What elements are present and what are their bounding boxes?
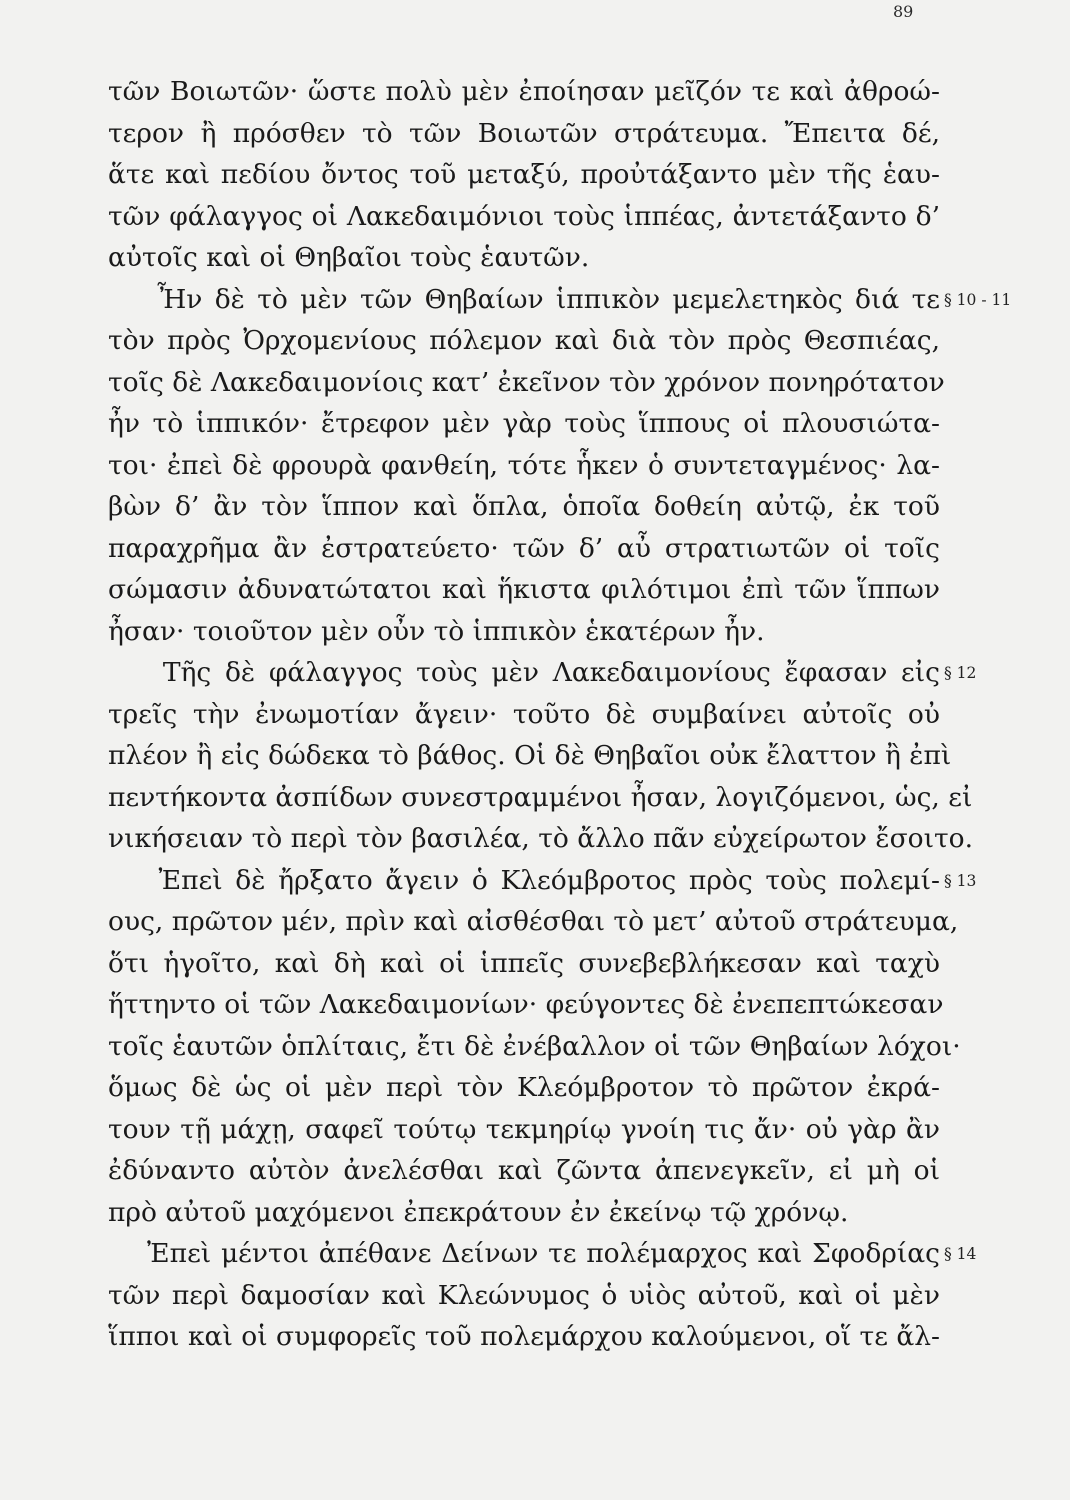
text-line: τοι· ἐπεὶ δὲ φρουρὰ φανθείη, τότε ἧκεν ὁ συντεταγμένος· λα- [108,449,940,481]
text-line: ἦν τὸ ἱππικόν· ἔτρεφον μὲν γὰρ τοὺς ἵππους οἱ πλουσιώτα- [108,408,940,439]
text-line: τῶν περὶ δαμοσίαν καὶ Κλεώνυμος ὁ υἱὸς αὐτοῦ, καὶ οἱ μὲν [108,1279,940,1311]
text-line: βὼν δ’ ἂν τὸν ἵππον καὶ ὅπλα, ὁποῖα δοθείη αὐτῷ, ἐκ τοῦ [108,491,940,522]
text-line: ὅτι ἡγοῖτο, καὶ δὴ καὶ οἱ ἱππεῖς συνεβεβλήκεσαν καὶ ταχὺ [108,947,940,979]
text-line: παραχρῆμα ἂν ἐστρατεύετο· τῶν δ’ αὖ στρατιωτῶν οἱ τοῖς [108,532,940,564]
text-line: νικήσειαν τὸ περὶ τὸν βασιλέα, τὸ ἄλλο πᾶν εὐχείρωτον ἔσοιτο. [108,823,974,854]
text-line: πεντήκοντα ἀσπίδων συνεστραμμένοι ἦσαν, λογιζόμενοι, ὡς, εἰ [108,781,973,813]
section-reference: § 12 [944,664,977,682]
text-line: Ἐπεὶ δὲ ἤρξατο ἄγειν ὁ Κλεόμβροτος πρὸς τοὺς πολεμί- [108,864,940,896]
text-line: ἥττηντο οἱ τῶν Λακεδαιμονίων· φεύγοντες δὲ ἐνεπεπτώκεσαν [108,989,944,1020]
text-line: τουν τῇ μάχῃ, σαφεῖ τούτῳ τεκμηρίῳ γνοίη τις ἄν· οὐ γὰρ ἂν [108,1113,940,1145]
text-line: τρεῖς τὴν ἐνωμοτίαν ἄγειν· τοῦτο δὲ συμβαίνει αὐτοῖς οὐ [108,698,940,730]
section-reference: § 13 [944,871,977,890]
text-line: Ἐπεὶ μέντοι ἀπέθανε Δείνων τε πολέμαρχος καὶ Σφοδρίας [108,1238,940,1269]
text-line: πρὸ αὐτοῦ μαχόμενοι ἐπεκράτουν ἐν ἐκείνῳ τῷ χρόνῳ. [108,1196,849,1228]
text-line: ἅτε καὶ πεδίου ὄντος τοῦ μεταξύ, προὐτάξαντο μὲν τῆς ἑαυ- [108,159,940,190]
text-line: ους, πρῶτον μέν, πρὶν καὶ αἰσθέσθαι τὸ μετ’ αὐτοῦ στράτευμα, [108,906,959,937]
text-line: τερον ἢ πρόσθεν τὸ τῶν Βοιωτῶν στράτευμα. Ἔπειτα δέ, [108,117,940,149]
text-line: τῶν Βοιωτῶν· ὥστε πολὺ μὲν ἐποίησαν μεῖζόν τε καὶ ἀθροώ- [108,76,940,107]
text-line: Ἦν δὲ τὸ μὲν τῶν Θηβαίων ἱππικὸν μεμελετηκὸς διά τε [108,283,940,315]
text-line: αὐτοῖς καὶ οἱ Θηβαῖοι τοὺς ἑαυτῶν. [108,242,590,273]
text-line: σώμασιν ἀδυνατώτατοι καὶ ἥκιστα φιλότιμοι ἐπὶ τῶν ἵππων [108,574,940,605]
text-line: τοῖς ἑαυτῶν ὁπλίταις, ἔτι δὲ ἐνέβαλλον οἱ τῶν Θηβαίων λόχοι· [108,1030,961,1062]
text-line: τῶν φάλαγγος οἱ Λακεδαιμόνιοι τοὺς ἱππέας, ἀντετάξαντο δ’ [108,200,940,232]
section-reference: § 14 [944,1245,977,1263]
text-line: ὅμως δὲ ὡς οἱ μὲν περὶ τὸν Κλεόμβροτον τὸ πρῶτον ἐκρά- [108,1072,940,1103]
text-line: τοῖς δὲ Λακεδαιμονίοις κατ’ ἐκεῖνον τὸν χρόνον πονηρότατον [108,366,945,398]
text-line: ἵπποι καὶ οἱ συμφορεῖς τοῦ πολεμάρχου καλούμενοι, οἵ τε ἄλ- [108,1321,941,1352]
section-reference: § 10 - 11 [944,290,1012,309]
text-line: Τῆς δὲ φάλαγγος τοὺς μὲν Λακεδαιμονίους ἔφασαν εἰς [108,657,940,688]
text-line: τὸν πρὸς Ὀρχομενίους πόλεμον καὶ διὰ τὸν πρὸς Θεσπιέας, [108,325,940,356]
page-number: 89 [893,2,914,21]
text-line: πλέον ἢ εἰς δώδεκα τὸ βάθος. Οἱ δὲ Θηβαῖοι οὐκ ἔλαττον ἢ ἐπὶ [108,740,952,771]
text-line: ἐδύναντο αὐτὸν ἀνελέσθαι καὶ ζῶντα ἀπενεγκεῖν, εἰ μὴ οἱ [108,1155,940,1186]
text-line: ἦσαν· τοιοῦτον μὲν οὖν τὸ ἱππικὸν ἑκατέρων ἦν. [108,615,765,647]
